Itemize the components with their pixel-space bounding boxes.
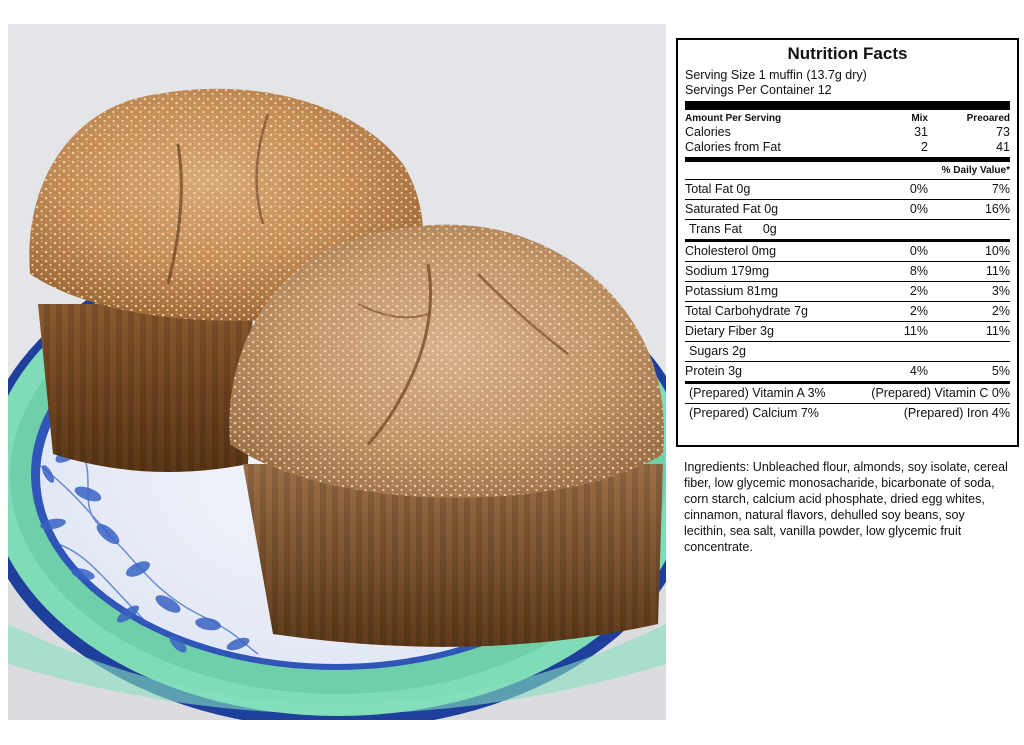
vitamin-left: (Prepared) Calcium 7% <box>689 406 819 421</box>
nutrient-row <box>685 342 1010 362</box>
nutrient-label: Protein 3g <box>685 364 742 379</box>
nutrient-row <box>685 322 1010 342</box>
vitamin-row <box>685 404 1010 423</box>
nutrient-row <box>685 179 1010 200</box>
serving-size: Serving Size 1 muffin (13.7g dry) <box>685 68 867 83</box>
nutrient-label: Sodium 179mg <box>685 264 770 279</box>
nutrient-label: Cholesterol 0mg <box>685 244 777 259</box>
nutrient-prepared: 11% <box>985 264 1010 279</box>
calories-label: Calories <box>685 125 731 140</box>
nutrient-row <box>685 282 1010 302</box>
amount-header-row <box>685 113 1010 125</box>
divider-thick <box>685 101 1010 110</box>
nutrient-label: Dietary Fiber 3g <box>685 324 774 339</box>
calories-mix: 31 <box>914 125 928 140</box>
nutrient-row <box>685 220 1010 242</box>
nutrient-mix: 0% <box>909 182 928 197</box>
nutrient-mix: 2% <box>909 284 928 299</box>
nutrient-mix: 11% <box>903 324 928 339</box>
calories-row <box>685 125 1010 140</box>
amount-header: Amount Per Serving <box>685 113 782 125</box>
nutrient-label: Potassium 81mg <box>685 284 779 299</box>
nutrient-prepared: 16% <box>984 202 1010 217</box>
nutrient-prepared: 7% <box>991 182 1010 197</box>
nutrition-facts-panel <box>676 38 1019 447</box>
nutrient-label: Total Fat 0g <box>685 182 751 197</box>
nutrient-row <box>685 242 1010 262</box>
vitamin-row <box>685 384 1010 404</box>
vitamin-left: (Prepared) Vitamin A 3% <box>689 386 826 401</box>
nutrient-mix: 0% <box>909 244 928 259</box>
muffin-photo <box>8 24 666 720</box>
servings-per-container: Servings Per Container 12 <box>685 83 832 98</box>
calories-fat-row <box>685 140 1010 155</box>
nutrient-row <box>685 200 1010 220</box>
nutrient-label: Sugars 2g <box>689 344 746 359</box>
nutrient-row <box>685 302 1010 322</box>
nutrient-prepared: 10% <box>984 244 1010 259</box>
calories-fat-label: Calories from Fat <box>685 140 781 155</box>
col-prepared-header: Preoared <box>966 113 1010 125</box>
nutrient-label: Total Carbohydrate 7g <box>685 304 808 319</box>
nutrient-prepared: 2% <box>991 304 1010 319</box>
nutrient-prepared: 11% <box>985 324 1010 339</box>
calories-prepared: 73 <box>996 125 1010 140</box>
daily-value-header: % Daily Value* <box>941 165 1010 177</box>
calories-fat-prepared: 41 <box>996 140 1010 155</box>
calories-fat-mix: 2 <box>921 140 928 155</box>
col-mix-header: Mix <box>911 113 928 125</box>
nutrition-title: Nutrition Facts <box>787 44 908 63</box>
vitamin-right: (Prepared) Iron 4% <box>903 406 1010 421</box>
nutrient-row <box>685 362 1010 384</box>
nutrient-label: Saturated Fat 0g <box>685 202 779 217</box>
nutrient-prepared: 3% <box>991 284 1010 299</box>
nutrient-mix: 0% <box>909 202 928 217</box>
nutrient-mix: 8% <box>909 264 928 279</box>
nutrient-mix: 4% <box>909 364 928 379</box>
ingredients-text: Ingredients: Unbleached flour, almonds, soy isolate, cereal fiber, low glycemic monosacharide, bicarbonate of soda, corn starch, calcium acid phosphate, dried egg whites, cinnamon, natural flavors, dehulled soy beans, soy lecithin, sea salt, vanilla powder, low glycemic fruit concentrate. <box>684 460 1008 554</box>
vitamin-right: (Prepared) Vitamin C 0% <box>871 386 1010 401</box>
divider-medium <box>685 157 1010 162</box>
nutrient-label: Trans Fat 0g <box>689 222 777 237</box>
nutrient-mix: 2% <box>909 304 928 319</box>
nutrient-prepared: 5% <box>991 364 1010 379</box>
nutrient-row <box>685 262 1010 282</box>
